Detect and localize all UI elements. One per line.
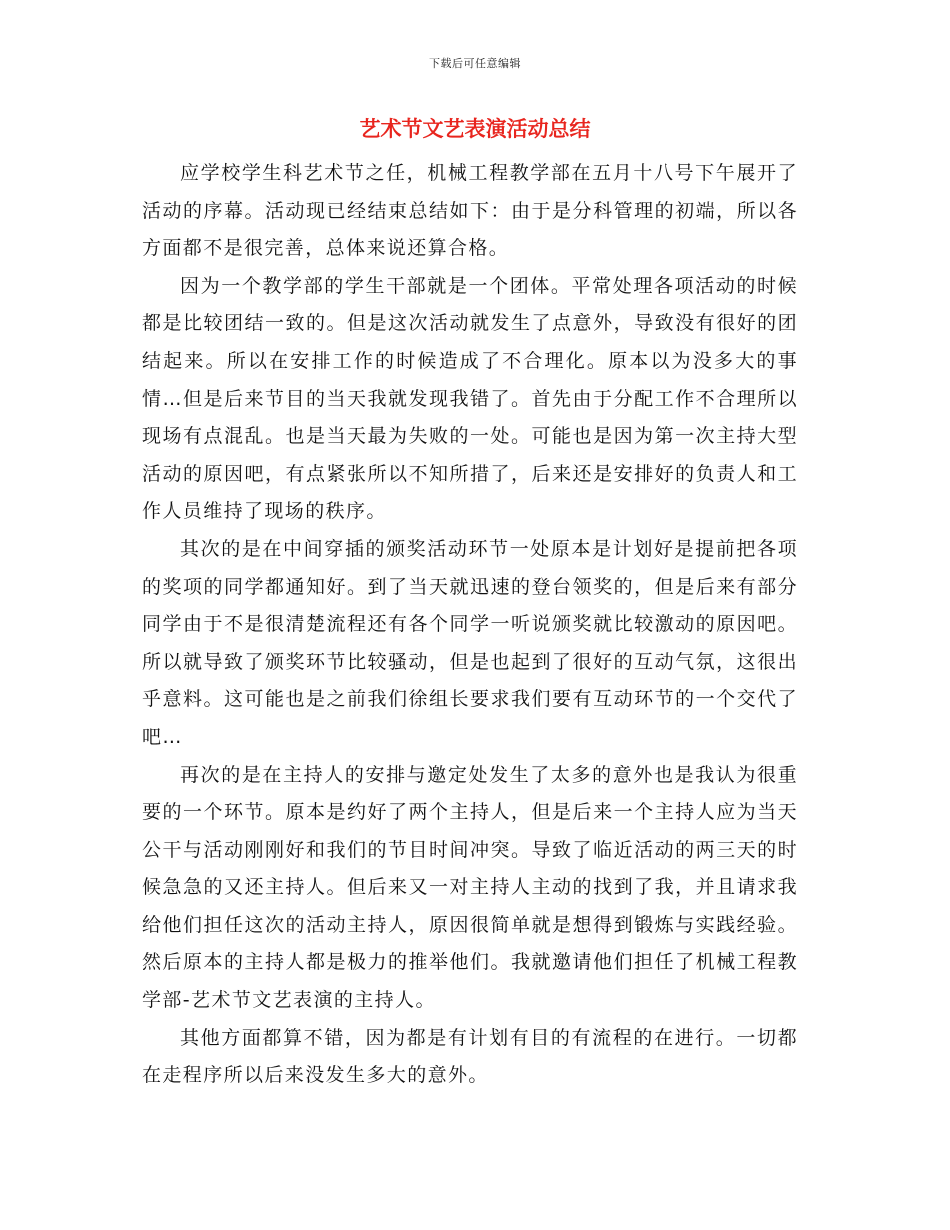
- document-title: 艺术节文艺表演活动总结: [359, 117, 591, 141]
- paragraph-1: 应学校学生科艺术节之任，机械工程教学部在五月十八号下午展开了活动的序幕。活动现已经结束总结如下：由于是分科管理的初端，所以各方面都不是很完善，总体来说还算合格。: [142, 162, 798, 260]
- paragraph-2: 因为一个教学部的学生干部就是一个团体。平常处理各项活动的时候都是比较团结一致的。但是这次活动就发生了点意外，导致没有很好的团结起来。所以在安排工作的时候造成了不合理化。原本以为没多大的事情…但是后来节目的当天我就发现我错了。首先由于分配工作不合理所以现场有点混乱。也是当天最为失败的一处。可能也是因为第一次主持大型活动的原因吧，有点紧张所以不知所措了，后来还是安排好的负责人和工作人员维持了现场的秩序。: [142, 274, 798, 523]
- document-body: [142, 155, 798, 1095]
- paragraph-5: 其他方面都算不错，因为都是有计划有目的有流程的在进行。一切都在走程序所以后来没发生多大的意外。: [142, 1026, 798, 1087]
- header-note: 下载后可任意编辑: [429, 57, 521, 70]
- paragraph-4: 再次的是在主持人的安排与邀定处发生了太多的意外也是我认为很重要的一个环节。原本是约好了两个主持人，但是后来一个主持人应为当天公干与活动刚刚好和我们的节目时间冲突。导致了临近活动的两三天的时候急急的又还主持人。但后来又一对主持人主动的找到了我，并且请求我给他们担任这次的活动主持人，原因很简单就是想得到锻炼与实践经验。然后原本的主持人都是极力的推举他们。我就邀请他们担任了机械工程教学部-艺术节文艺表演的主持人。: [142, 763, 798, 1012]
- paragraph-3: 其次的是在中间穿插的颁奖活动环节一处原本是计划好是提前把各项的奖项的同学都通知好。到了当天就迅速的登台领奖的，但是后来有部分同学由于不是很清楚流程还有各个同学一听说颁奖就比较激动的原因吧。所以就导致了颁奖环节比较骚动，但是也起到了很好的互动气氛，这很出乎意料。这可能也是之前我们徐组长要求我们要有互动环节的一个交代了吧…: [142, 537, 798, 748]
